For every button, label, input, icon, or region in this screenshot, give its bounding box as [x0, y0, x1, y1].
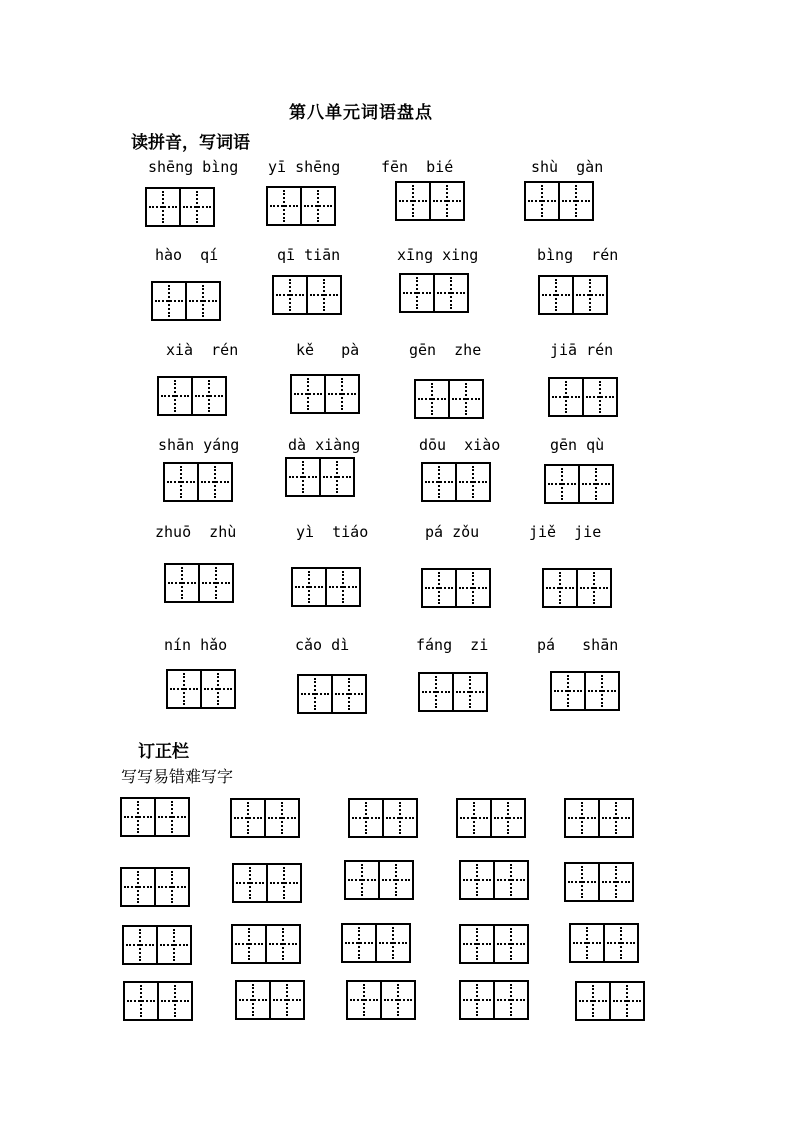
writing-box: [418, 672, 488, 712]
pinyin-label: jiě jie: [529, 523, 602, 541]
pinyin-label: bìng rén: [537, 246, 619, 264]
pinyin-label: qī tiān: [277, 246, 341, 264]
writing-box: [348, 798, 418, 838]
writing-box: [346, 980, 416, 1020]
writing-box: [414, 379, 484, 419]
pinyin-label: pá shān: [537, 636, 619, 654]
writing-box: [421, 568, 491, 608]
pinyin-label: fáng zi: [416, 636, 489, 654]
writing-box: [291, 567, 361, 607]
writing-box: [459, 980, 529, 1020]
pinyin-label: gēn qù: [550, 436, 605, 454]
pinyin-label: hào qí: [155, 246, 219, 264]
writing-box: [157, 376, 227, 416]
writing-box: [122, 925, 192, 965]
writing-box: [120, 867, 190, 907]
pinyin-label: xià rén: [166, 341, 239, 359]
writing-box: [341, 923, 411, 963]
writing-box: [164, 563, 234, 603]
pinyin-label: xīng xing: [397, 246, 479, 264]
pinyin-label: yī shēng: [268, 158, 341, 176]
writing-box: [548, 377, 618, 417]
writing-box: [272, 275, 342, 315]
pinyin-label: pá zǒu: [425, 523, 480, 541]
writing-box: [569, 923, 639, 963]
page-title: 第八单元词语盘点: [289, 103, 433, 123]
pinyin-label: nín hǎo: [164, 636, 228, 654]
pinyin-label: fēn bié: [381, 158, 454, 176]
writing-box: [232, 863, 302, 903]
writing-box: [456, 798, 526, 838]
writing-box: [421, 462, 491, 502]
pinyin-label: shù gàn: [531, 158, 604, 176]
writing-box: [120, 797, 190, 837]
writing-box: [290, 374, 360, 414]
writing-box: [459, 924, 529, 964]
writing-box: [459, 860, 529, 900]
writing-box: [145, 187, 215, 227]
correction-subtitle: 写写易错难写字: [121, 767, 234, 786]
writing-box: [297, 674, 367, 714]
writing-box: [542, 568, 612, 608]
writing-box: [544, 464, 614, 504]
writing-box: [163, 462, 233, 502]
writing-box: [395, 181, 465, 221]
writing-box: [166, 669, 236, 709]
writing-box: [524, 181, 594, 221]
pinyin-label: kě pà: [296, 341, 360, 359]
writing-box: [575, 981, 645, 1021]
writing-box: [231, 924, 301, 964]
writing-box: [538, 275, 608, 315]
writing-box: [266, 186, 336, 226]
pinyin-label: dōu xiào: [419, 436, 501, 454]
writing-box: [235, 980, 305, 1020]
section-heading-pinyin: 读拼音，写词语: [131, 133, 250, 153]
writing-box: [151, 281, 221, 321]
pinyin-label: yì tiáo: [296, 523, 369, 541]
pinyin-label: gēn zhe: [409, 341, 482, 359]
writing-box: [399, 273, 469, 313]
writing-box: [564, 862, 634, 902]
writing-box: [344, 860, 414, 900]
pinyin-label: jiā rén: [550, 341, 614, 359]
pinyin-label: cǎo dì: [295, 636, 350, 654]
pinyin-label: zhuō zhù: [155, 523, 237, 541]
writing-box: [564, 798, 634, 838]
writing-box: [230, 798, 300, 838]
writing-box: [285, 457, 355, 497]
section-heading-correction: 订正栏: [138, 742, 189, 762]
writing-box: [550, 671, 620, 711]
pinyin-label: shēng bìng: [148, 158, 239, 176]
pinyin-label: dà xiàng: [288, 436, 361, 454]
pinyin-label: shān yáng: [158, 436, 240, 454]
writing-box: [123, 981, 193, 1021]
